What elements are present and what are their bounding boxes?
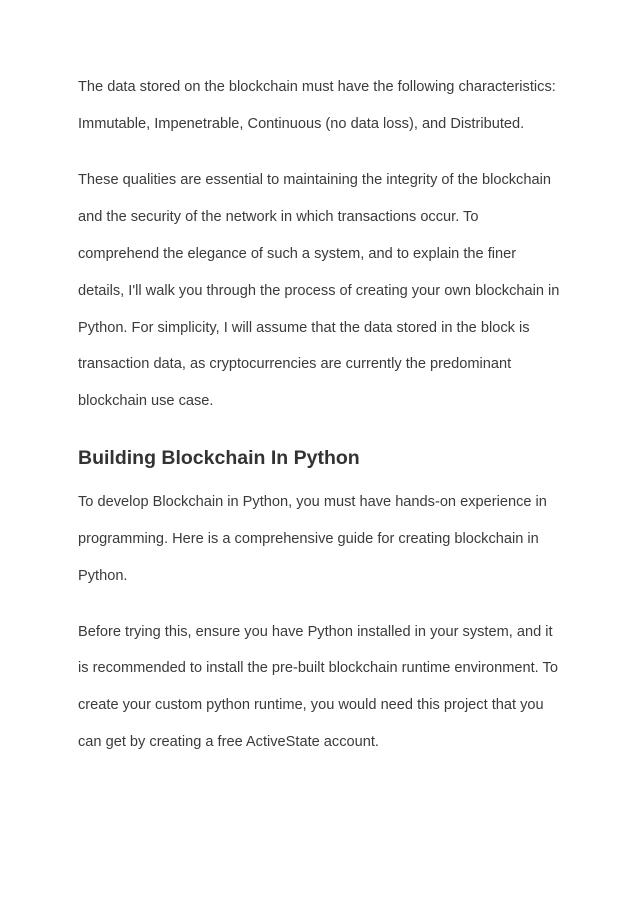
text-line: Python. — [78, 568, 128, 584]
text-line: create your custom python runtime, you would need this project that you — [78, 697, 544, 713]
text-line: The data stored on the blockchain must have the following characteristics: — [78, 79, 556, 95]
text-line: can get by creating a free ActiveState account. — [78, 734, 379, 750]
text-line: programming. Here is a comprehensive guide for creating blockchain in — [78, 531, 539, 547]
text-line: Python. For simplicity, I will assume that the data stored in the block is — [78, 320, 530, 336]
text-line: Before trying this, ensure you have Python installed in your system, and it — [78, 624, 553, 640]
text-line: transaction data, as cryptocurrencies are currently the predominant — [78, 356, 512, 372]
text-line: Immutable, Impenetrable, Continuous (no data loss), and Distributed. — [78, 116, 525, 132]
text-line: blockchain use case. — [78, 393, 214, 409]
text-line: is recommended to install the pre-built blockchain runtime environment. To — [78, 660, 558, 676]
text-line: These qualities are essential to maintaining the integrity of the blockchain — [78, 172, 551, 188]
text-line: and the security of the network in which transactions occur. To — [78, 209, 479, 225]
text-line: details, I'll walk you through the process of creating your own blockchain in — [78, 283, 560, 299]
section-heading: Building Blockchain In Python — [78, 447, 360, 469]
text-line: To develop Blockchain in Python, you must have hands-on experience in — [78, 494, 547, 510]
text-line: comprehend the elegance of such a system, and to explain the finer — [78, 246, 517, 262]
